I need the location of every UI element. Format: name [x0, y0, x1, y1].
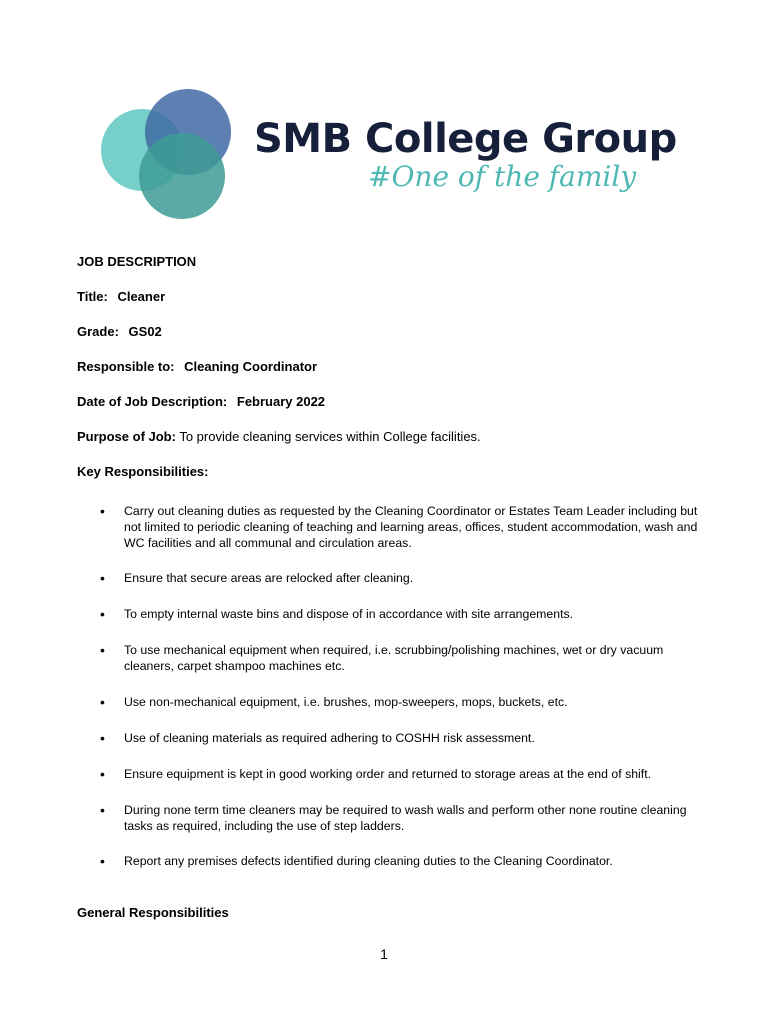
- list-item: • Use non-mechanical equipment, i.e. brushes, mop-sweepers, mops, buckets, etc.: [100, 694, 700, 710]
- field-responsible-to: [77, 359, 717, 375]
- document-body: [77, 254, 717, 499]
- key-responsibilities-list: [100, 503, 700, 869]
- field-label: Date of Job Description:: [77, 394, 228, 409]
- field-value: February 2022: [236, 394, 326, 409]
- field-title: [77, 289, 717, 305]
- list-item: • During none term time cleaners may be required to wash walls and perform other none routine cleaning tasks as required, including the use of step ladders.: [100, 802, 700, 834]
- list-item: • Use of cleaning materials as required adhering to COSHH risk assessment.: [100, 730, 700, 746]
- list-item: • To empty internal waste bins and dispose of in accordance with site arrangements.: [100, 606, 700, 622]
- page-number: 1: [380, 946, 388, 962]
- brand-tagline: #One of the family: [368, 160, 637, 193]
- list-item: • Carry out cleaning duties as requested by the Cleaning Coordinator or Estates Team Leader including but not limited to periodic cleaning of teaching and learning areas, offices, student accommodation, wash and WC facilities and all communal and circulation areas.: [100, 503, 700, 551]
- list-item: • Ensure that secure areas are relocked after cleaning.: [100, 570, 700, 586]
- field-label: Title:: [77, 289, 108, 304]
- field-label: Responsible to:: [77, 359, 175, 374]
- brand-name: SMB College Group: [254, 116, 677, 162]
- field-value: Cleaner: [117, 289, 166, 304]
- doc-heading: JOB DESCRIPTION: [77, 254, 197, 269]
- general-responsibilities-heading: General Responsibilities: [77, 905, 229, 920]
- logo: [98, 88, 718, 223]
- purpose-label: Purpose of Job:: [77, 429, 176, 444]
- field-date: [77, 394, 717, 410]
- purpose-of-job: [77, 429, 717, 445]
- list-item: • To use mechanical equipment when required, i.e. scrubbing/polishing machines, wet or dry vacuum cleaners, carpet shampoo machines etc.: [100, 642, 700, 674]
- key-responsibilities-heading: Key Responsibilities:: [77, 464, 209, 479]
- field-grade: [77, 324, 717, 340]
- purpose-value: To provide cleaning services within College facilities.: [179, 429, 481, 444]
- logo-circles-icon: [98, 88, 238, 223]
- list-item: • Report any premises defects identified during cleaning duties to the Cleaning Coordinator.: [100, 853, 700, 869]
- field-value: Cleaning Coordinator: [184, 359, 318, 374]
- list-item: • Ensure equipment is kept in good working order and returned to storage areas at the end of shift.: [100, 766, 700, 782]
- field-label: Grade:: [77, 324, 119, 339]
- field-value: GS02: [128, 324, 162, 339]
